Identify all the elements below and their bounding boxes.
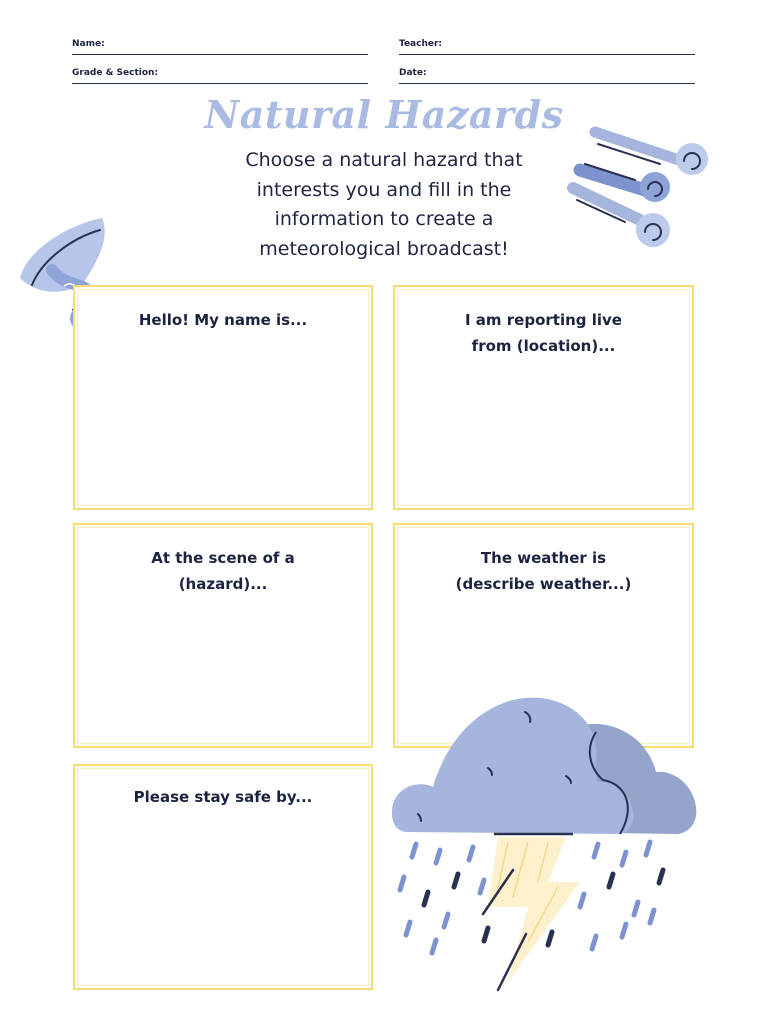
- safety-box[interactable]: [73, 764, 373, 990]
- box-prompt-hazard: At the scene of a (hazard)...: [151, 549, 295, 593]
- grade-section-label: Grade & Section:: [72, 68, 159, 78]
- storm-cloud-icon: [388, 692, 700, 997]
- intro-text: Choose a natural hazard that interests you and fill in the information to create a meteorological broadcast!: [245, 149, 523, 260]
- box-prompt-weather: The weather is (describe weather...): [455, 549, 632, 593]
- date-field[interactable]: [399, 57, 695, 84]
- box-prompt-name: Hello! My name is...: [138, 311, 308, 329]
- grade-section-field[interactable]: [72, 57, 368, 84]
- teacher-field[interactable]: [399, 28, 695, 55]
- box-prompt-safety: Please stay safe by...: [133, 788, 313, 806]
- name-box[interactable]: [73, 285, 373, 510]
- hazard-box[interactable]: [73, 523, 373, 748]
- date-label: Date:: [399, 68, 427, 78]
- teacher-label: Teacher:: [399, 39, 443, 49]
- name-label: Name:: [72, 39, 105, 49]
- wind-gust-icon: [565, 122, 715, 257]
- name-field[interactable]: [72, 28, 368, 55]
- location-box[interactable]: [393, 285, 694, 510]
- page-title: Natural Hazards: [204, 92, 564, 137]
- box-prompt-location: I am reporting live from (location)...: [465, 311, 622, 355]
- lightning-bolt-icon: [483, 837, 580, 990]
